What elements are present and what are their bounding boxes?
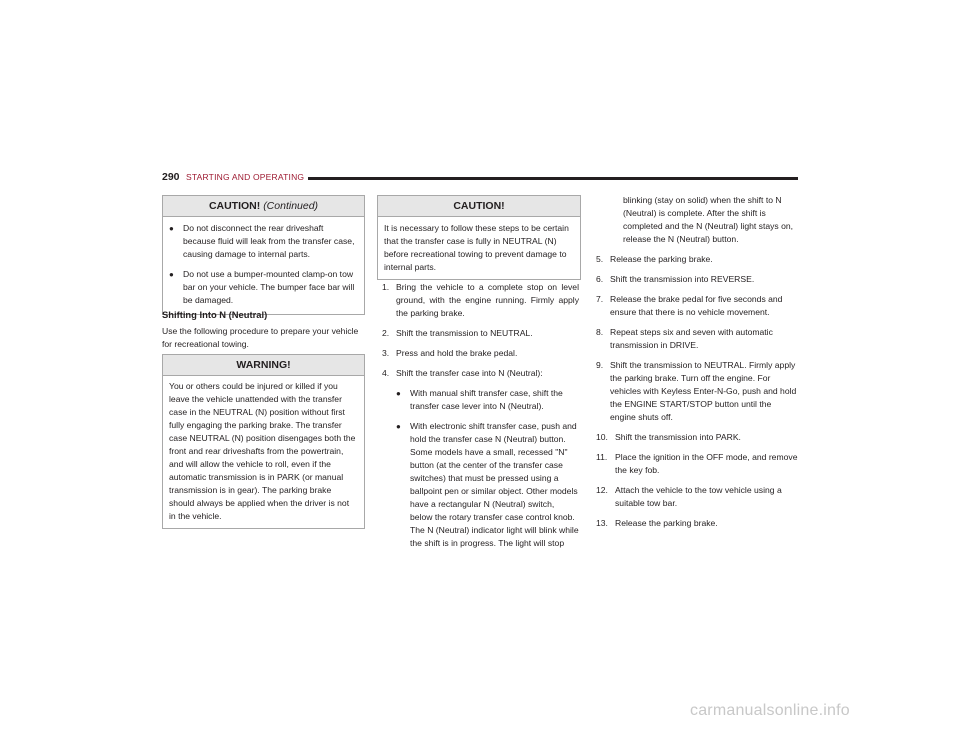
list-item bbox=[596, 194, 798, 246]
list-item bbox=[382, 420, 579, 550]
list-item bbox=[596, 273, 798, 286]
bullet-text: With manual shift transfer case, shift the transfer case lever into N (Neutral). bbox=[410, 388, 563, 411]
caution-continued-box bbox=[162, 195, 365, 315]
bullet-icon: ● bbox=[396, 422, 401, 431]
list-item bbox=[382, 367, 579, 380]
list-item bbox=[382, 281, 579, 320]
section-title: STARTING AND OPERATING bbox=[186, 172, 305, 182]
step-number: 1. bbox=[382, 282, 390, 292]
step-text: Release the brake pedal for five seconds and ensure that there is no vehicle movement. bbox=[610, 294, 783, 317]
step-text: Bring the vehicle to a complete stop on level ground, with the engine running. Firmly apply the parking brake. bbox=[396, 282, 579, 318]
step-number: 10. bbox=[596, 432, 608, 442]
step-number: 8. bbox=[596, 327, 604, 337]
step-number: 9. bbox=[596, 360, 604, 370]
list-item bbox=[596, 253, 798, 266]
step-text: Release the parking brake. bbox=[615, 518, 718, 528]
list-item bbox=[596, 451, 798, 477]
step-number: 5. bbox=[596, 254, 604, 264]
list-item bbox=[596, 431, 798, 444]
bullet-text: Do not disconnect the rear driveshaft because fluid will leak from the transfer case, causing damage to internal parts. bbox=[183, 223, 355, 259]
bullet-icon: ● bbox=[396, 389, 401, 398]
warning-title: WARNING! bbox=[163, 355, 364, 376]
watermark: carmanualsonline.info bbox=[690, 702, 850, 719]
caution-title: CAUTION! bbox=[378, 196, 580, 217]
page-number: 290 bbox=[162, 171, 180, 183]
step-text: Shift the transmission into REVERSE. bbox=[610, 274, 755, 284]
intro-paragraph: Use the following procedure to prepare your vehicle for recreational towing. bbox=[162, 326, 359, 349]
bullet-icon: ● bbox=[169, 224, 174, 233]
step-number: 7. bbox=[596, 294, 604, 304]
warning-body: You or others could be injured or killed if you leave the vehicle unattended with the transfer case in the NEUTRAL (N) position without first fully engaging the parking brake. The transfer case NEUTRAL (N) position disengages both the front and rear driveshafts from the powertrain, and will allow the vehicle to roll, even if the automatic transmission is in PARK (or manual transmission is in gear). The parking brake should always be applied when the driver is not in the vehicle. bbox=[169, 381, 356, 521]
list-item bbox=[596, 517, 798, 530]
step-text: Press and hold the brake pedal. bbox=[396, 348, 518, 358]
caution-title-text: CAUTION! bbox=[208, 200, 261, 212]
list-item bbox=[169, 268, 358, 307]
bullet-text: Do not use a bumper-mounted clamp-on tow bar on your vehicle. The bumper face bar will be damaged. bbox=[183, 269, 355, 305]
step-text: Shift the transmission to NEUTRAL. bbox=[396, 328, 533, 338]
list-item bbox=[382, 327, 579, 340]
caution-box bbox=[377, 195, 581, 280]
steps-column-right bbox=[596, 194, 798, 537]
step-number: 12. bbox=[596, 485, 608, 495]
list-item bbox=[596, 359, 798, 424]
step-text: Release the parking brake. bbox=[610, 254, 713, 264]
step-text: Place the ignition in the OFF mode, and remove the key fob. bbox=[615, 452, 798, 475]
section-heading: Shifting Into N (Neutral) bbox=[162, 309, 268, 320]
step-text: Repeat steps six and seven with automatic transmission in DRIVE. bbox=[610, 327, 773, 350]
caution-continued-title bbox=[163, 196, 364, 217]
caution-body: It is necessary to follow these steps to be certain that the transfer case is fully in NEUTRAL (N) before recreational towing to prevent damage to internal parts. bbox=[384, 223, 569, 272]
list-item bbox=[382, 347, 579, 360]
step-number: 11. bbox=[596, 452, 608, 462]
steps-column-middle bbox=[382, 281, 579, 557]
step-number: 3. bbox=[382, 348, 390, 358]
step-number: 4. bbox=[382, 368, 390, 378]
list-item bbox=[596, 484, 798, 510]
step-number: 6. bbox=[596, 274, 604, 284]
warning-box bbox=[162, 354, 365, 529]
step-number: 13. bbox=[596, 518, 608, 528]
list-item bbox=[169, 222, 358, 261]
step-text: Shift the transfer case into N (Neutral): bbox=[396, 368, 543, 378]
bullet-icon: ● bbox=[169, 270, 174, 279]
bullet-text: With electronic shift transfer case, push and hold the transfer case N (Neutral) button. Some models have a small, recessed "N" button (at the center of the transfer case switches) that must be pressed using a ballpoint pen or similar object. Other models have a rectangular N (Neutral) switch, below the rotary transfer case control knob. The N (Neutral) indicator light will blink while the shift is in progress. The light will stop bbox=[410, 421, 579, 548]
list-item bbox=[596, 293, 798, 319]
caution-title-suffix: (Continued) bbox=[263, 200, 319, 212]
header-rule bbox=[308, 177, 798, 180]
step-text: Shift the transmission into PARK. bbox=[615, 432, 741, 442]
page-header bbox=[162, 171, 798, 185]
step-text: Attach the vehicle to the tow vehicle using a suitable tow bar. bbox=[615, 485, 782, 508]
step-number: 2. bbox=[382, 328, 390, 338]
bullet-text-continued: blinking (stay on solid) when the shift to N (Neutral) is complete. After the shift is completed and the N (Neutral) light stays on, release the N (Neutral) button. bbox=[623, 195, 794, 244]
step-text: Shift the transmission to NEUTRAL. Firmly apply the parking brake. Turn off the engine. For vehicles with Keyless Enter-N-Go, push and hold the ENGINE START/STOP button until the engine shuts off. bbox=[610, 360, 797, 422]
list-item bbox=[382, 387, 579, 413]
list-item bbox=[596, 326, 798, 352]
